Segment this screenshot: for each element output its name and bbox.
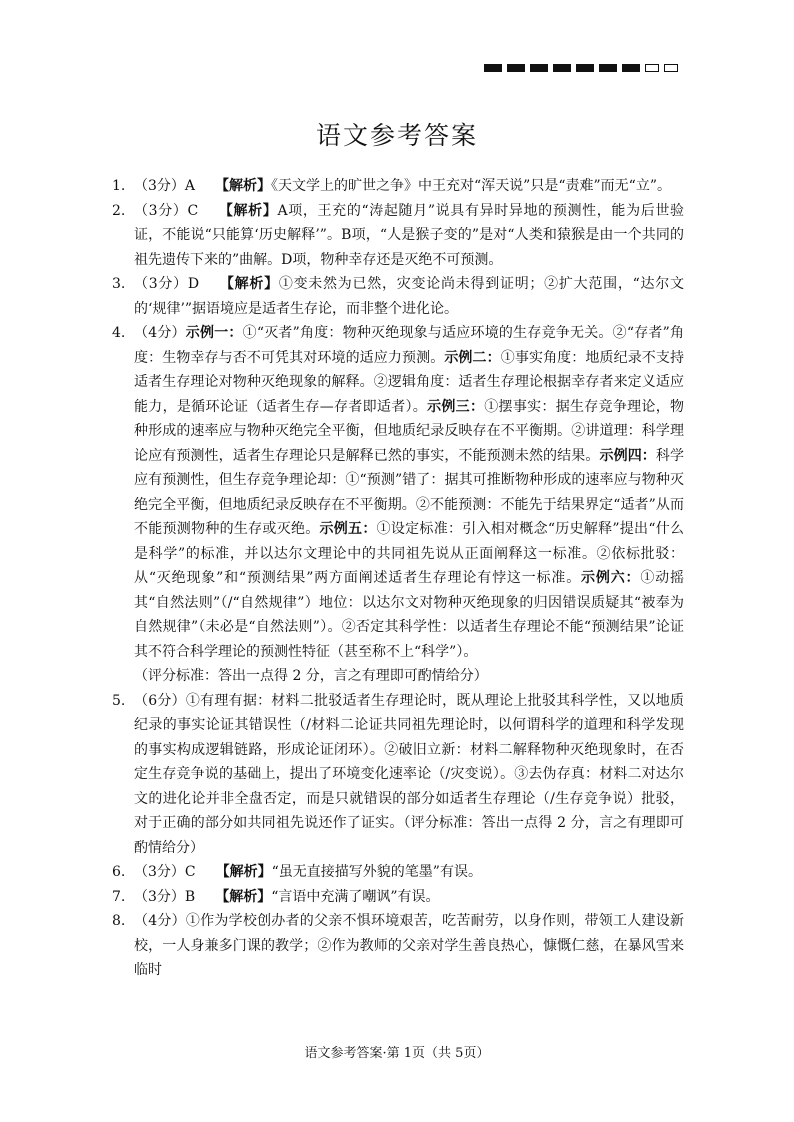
answer-score: （3分）B	[134, 888, 196, 905]
answer-item	[112, 860, 684, 885]
marker-square-filled	[599, 64, 617, 72]
example-label: 示例四：	[599, 447, 656, 464]
answer-text: “言语中充满了嘲讽”有误。	[271, 888, 440, 905]
answer-text: 《天文学上的旷世之争》中王充对“浑天说”只是“责难”而无“立”。	[271, 178, 671, 194]
answer-text: ①动摇其“自然法则”（/“自然规律”）地位：以达尔文对物种灭绝现象的归因错误质疑其“被奉为自然规律”（未必是“自然法则”）。②否定其科学性：以适者生存理论不能“预测结果”论证其不符合科学理论的预测性特征（甚至称不上“科学”）。	[134, 570, 685, 660]
analysis-label: 【解析】	[215, 864, 272, 880]
analysis-label: 【解析】	[215, 178, 272, 194]
answer-text: ①变未然为已然，灾变论尚未得到证明；②扩大范围，“达尔文的‘规律’”据语境应是适者生存论，而非整个进化论。	[134, 276, 685, 317]
answer-item	[112, 321, 684, 664]
marker-square-filled	[507, 64, 525, 72]
answer-body	[134, 321, 684, 664]
answer-text: ①作为学校创办者的父亲不惧环境艰苦，吃苦耐劳，以身作则，带领工人建设新校，一人身兼多门课的教学；②作为教师的父亲对学生善良热心，慷慨仁慈，在暴风雪来临时	[134, 913, 684, 978]
answer-number: 6.	[112, 864, 126, 880]
marker-square-filled	[576, 64, 594, 72]
answer-body	[134, 174, 684, 199]
example-label: 示例六：	[581, 570, 641, 586]
answer-score: （3分）D	[134, 276, 200, 292]
answer-number: 2.	[112, 202, 126, 219]
answer-number: 3.	[112, 276, 126, 292]
answer-number: 5.	[112, 692, 126, 709]
answer-text: 科学应有预测性，但生存竞争理论却：①“预测”错了：据其可推断物种形成的速率应与物种灭绝完全平衡，但地质纪录反映存在不平衡期。②不能预测：不能先于结果界定“适者”从而不能预测物种的生存或灭绝。	[134, 447, 685, 537]
answer-item	[112, 272, 684, 321]
answer-body	[134, 272, 684, 321]
answer-list	[112, 174, 684, 983]
analysis-label: 【解析】	[219, 276, 279, 292]
page-footer: 语文参考答案·第 1页（共 5页）	[304, 1046, 490, 1061]
answer-text: ①设定标准：引入相对概念“历史解释”提出“什么是科学”的标准，并以达尔文理论中的共同祖先说从正面阐释这一标准。②依标批驳：从“灭绝现象”和“预测结果”两方面阐述适者生存理论有悖这一标准。	[134, 521, 685, 586]
page-title: 语文参考答案	[315, 121, 478, 150]
header-marker-bar	[484, 64, 678, 72]
answer-text: ①摆事实：据生存竞争理论，物种形成的速率应与物种灭绝完全平衡，但地质纪录反映存在不平衡期。②讲道理：科学理论应有预测性，适者生存理论只是解释已然的事实，不能预测未然的结果。	[134, 398, 685, 464]
answer-number: 7.	[112, 888, 126, 905]
answer-body	[134, 860, 684, 885]
marker-square-filled	[530, 64, 548, 72]
marker-square-empty	[645, 64, 659, 72]
answer-item	[112, 909, 684, 983]
example-label: 示例五：	[319, 521, 377, 537]
analysis-label: 【解析】	[215, 888, 272, 905]
example-label: 示例一：	[185, 325, 243, 341]
marker-square-filled	[553, 64, 571, 72]
example-label: 示例二：	[444, 349, 501, 366]
marker-square-filled	[484, 64, 502, 72]
answer-score: （3分）A	[134, 178, 196, 194]
answer-text: A项，王充的“涛起随月”说具有异时异地的预测性，能为后世验证，不能说“只能算‘历史解释’”。B项，“人是猴子变的”是对“人类和猿猴是由一个共同的祖先遗传下来的”曲解。D项，物种幸存还是灭绝不可预测。	[134, 202, 685, 268]
example-label: 示例三：	[427, 398, 485, 415]
answer-body	[134, 689, 684, 861]
answer-item	[112, 885, 684, 910]
marker-square-empty	[664, 64, 678, 72]
answer-score: （4分）	[134, 325, 186, 341]
answer-number: 4.	[112, 325, 126, 341]
answer-text: ①事实角度：地质纪录不支持适者生存理论对物种灭绝现象的解释。②逻辑角度：适者生存理论根据幸存者来定义适应能力，是循环论证（适者生存—存者即适者）。	[134, 349, 685, 415]
scoring-note: （评分标准：答出一点得 2 分，言之有理即可酌情给分）	[134, 668, 488, 684]
answer-number: 1.	[112, 178, 126, 194]
marker-square-filled	[622, 64, 640, 72]
answer-text: ①有理有据：材料二批驳适者生存理论时，既从理论上批驳其科学性，又以地质纪录的事实论证其错误性（/材料二论证共同祖先理论时，以何谓科学的道理和科学发现的事实构成逻辑链路，形成论证闭环）。②破旧立新：材料二解释物种灭绝现象时，在否定生存竞争说的基础上，提出了环境变化速率论（/灾变说）。③去伪存真：材料二对达尔文的进化论并非全盘否定，而是只就错误的部分如适者生存理论（/生存竞争说）批驳，对于正确的部分如共同祖先说还作了证实。（评分标准：答出一点得 2 分，言之有理即可酌情给分）	[134, 692, 684, 856]
answer-score: （3分）C	[134, 864, 196, 880]
answer-item	[112, 199, 684, 273]
answer-item	[112, 174, 684, 199]
answer-score: （4分）	[134, 913, 186, 929]
answer-score: （3分）C	[134, 202, 199, 219]
answer-item	[112, 689, 684, 861]
answer-number: 8.	[112, 913, 126, 929]
answer-score: （6分）	[134, 692, 186, 709]
answer-body	[134, 885, 684, 910]
analysis-label: 【解析】	[218, 202, 278, 219]
answer-body	[134, 909, 684, 983]
answer-text: ①“灭者”角度：物种灭绝现象与适应环境的生存竞争无关。②“存者”角度：生物幸存与否不可凭其对环境的适应力预测。	[134, 325, 684, 366]
answer-text: “虽无直接描写外貌的笔墨”有误。	[271, 864, 482, 880]
answer-body	[134, 199, 684, 273]
